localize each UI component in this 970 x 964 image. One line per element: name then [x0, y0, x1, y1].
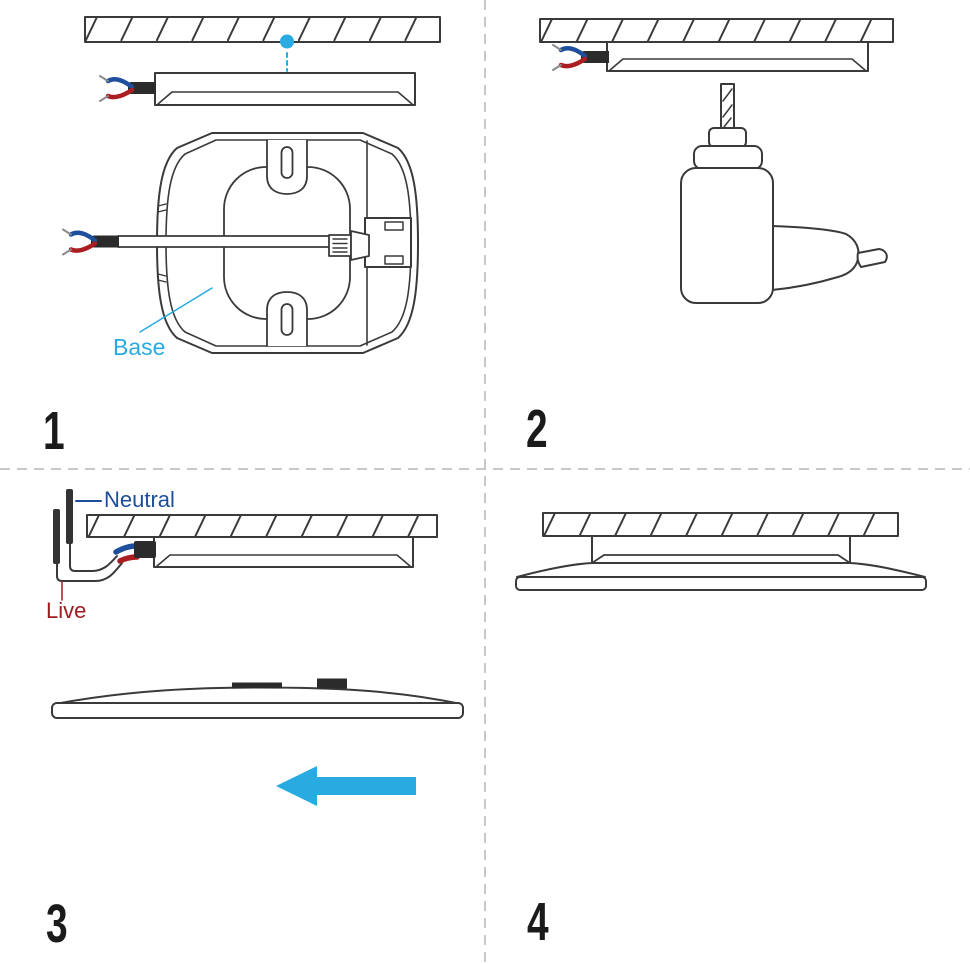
supply-wire-curve — [57, 544, 122, 581]
step-3-number: 3 — [46, 894, 68, 954]
internal-cable — [118, 236, 331, 247]
installed-light-graphic — [516, 513, 926, 590]
wire-connector-block — [134, 541, 156, 558]
live-wire-label: Live — [46, 598, 87, 623]
neutral-wire-bar — [66, 489, 73, 544]
step-2-number: 2 — [526, 399, 548, 459]
ceiling-graphic — [540, 19, 893, 42]
step-3-illustration — [0, 469, 485, 964]
slide-direction-arrow-icon — [276, 766, 416, 806]
live-wire-end — [120, 557, 137, 561]
live-wire-bar — [53, 509, 60, 564]
power-wires-icon — [63, 230, 119, 255]
step-4-number: 4 — [527, 892, 549, 952]
power-wires-icon — [100, 76, 156, 101]
base-bottom-view-graphic — [118, 133, 418, 353]
step-1-illustration — [0, 0, 485, 469]
neutral-wire-label: Neutral — [104, 487, 175, 512]
step-1-number: 1 — [43, 401, 65, 461]
drill-icon — [681, 84, 887, 303]
drill-point-dot — [280, 35, 294, 49]
power-wires-icon — [553, 45, 609, 70]
base-callout-label: Base — [113, 334, 166, 360]
screw-slot-bottom — [282, 304, 293, 335]
mounting-plate-graphic — [155, 73, 415, 105]
mounting-plate-graphic — [607, 42, 868, 71]
ceiling-graphic — [543, 513, 898, 536]
mounting-plate-graphic — [154, 537, 413, 567]
lamp-clip — [232, 683, 282, 689]
ceiling-graphic — [85, 17, 440, 42]
lamp-connector — [317, 679, 347, 689]
step-2-illustration — [485, 0, 970, 469]
neutral-wire-end — [116, 546, 136, 552]
screw-slot-top — [282, 147, 293, 178]
lamp-cover-side-view — [52, 679, 463, 719]
step-4-illustration — [485, 469, 970, 964]
ceiling-graphic — [87, 515, 437, 537]
